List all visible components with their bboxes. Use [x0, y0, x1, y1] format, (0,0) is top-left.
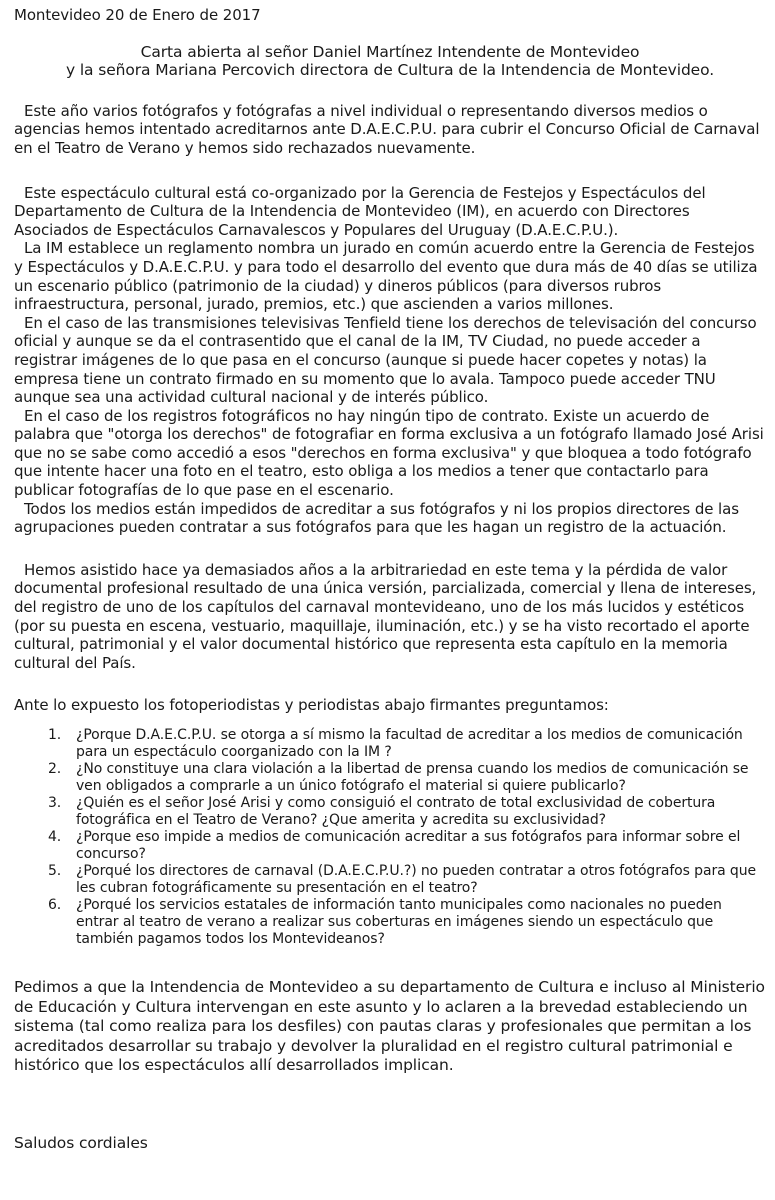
question-text: ¿Porqué los servicios estatales de información tanto municipales como nacionales no pueden entrar al teatro de verano a realizar sus coberturas en imágenes siendo un espectáculo que también pagamos todos los Montevideanos? — [76, 897, 722, 947]
paragraph-organization: Este espectáculo cultural está co-organizado por la Gerencia de Festejos y Espectáculos del Departamento de Cultura de la Intendencia de Montevideo (IM), en acuerdo con Directores Asociados de Espectáculos Carnavalescos y Populares del Uruguay (D.A.E.C.P.U.). — [14, 183, 706, 239]
question-text: ¿Porque D.A.E.C.P.U. se otorga a sí mismo la facultad de acreditar a los medios de comunicación para un espectáculo coorganizado con la IM ? — [76, 727, 743, 760]
paragraph-photography: En el caso de los registros fotográficos no hay ningún tipo de contrato. Existe un acuerdo de palabra que "otorga los derechos" de fotografiar en forma exclusiva a un fotógrafo llamado José Arisi que no se sabe como accedió a esos "derechos en forma exclusiva" y que bloquea a todo fotógrafo que intente hacer una foto en el teatro, esto obliga a los medios a tener que contactarlo para publicar fotografías de lo que pase en el escenario. — [14, 406, 764, 500]
list-number: 2. — [48, 761, 62, 777]
list-number: 5. — [48, 863, 62, 879]
letter-heading — [14, 43, 766, 80]
list-item — [14, 727, 766, 761]
letter-date: Montevideo 20 de Enero de 2017 — [14, 6, 261, 24]
list-item — [14, 829, 766, 863]
paragraph-regulation: La IM establece un reglamento nombra un jurado en común acuerdo entre la Gerencia de Festejos y Espectáculos y D.A.E.C.P.U. y para todo el desarrollo del evento que dura más de 40 días se utiliza un escenario público (patrimonio de la ciudad) y dineros públicos (para diversos rubros infraestructura, personal, jurado, premios, etc.) que ascienden a varios millones. — [14, 239, 758, 314]
question-text: ¿No constituye una clara violación a la libertad de prensa cuando los medios de comunicación se ven obligados a comprarle a un único fotógrafo el material si quiere publicarlo? — [76, 761, 749, 794]
letter-signoff: Saludos cordiales — [14, 1133, 148, 1152]
list-item — [14, 761, 766, 795]
list-item — [14, 897, 766, 948]
heading-line-1: Carta abierta al señor Daniel Martínez Intendente de Montevideo — [140, 42, 640, 61]
list-item — [14, 863, 766, 897]
list-number: 4. — [48, 829, 62, 845]
paragraph-history: Hemos asistido hace ya demasiados años a la arbitrariedad en este tema y la pérdida de valor documental profesional resultado de una única versión, parcializada, comercial y llena de intereses, del registro de uno de los capítulos del carnaval montevideano, uno de los más lucidos y estéticos (por su puesta en escena, vestuario, maquillaje, iluminación, etc.) y se ha visto recortado el aporte cultural, patrimonial y el valor documental histórico que representa esta capítulo en la memoria cultural del País. — [14, 560, 757, 672]
paragraph-accreditation: Este año varios fotógrafos y fotógrafas a nivel individual o representando diversos medios o agencias hemos intentado acreditarnos ante D.A.E.C.P.U. para cubrir el Concurso Oficial de Carnaval en el Teatro de Verano y hemos sido rechazados nuevamente. — [14, 101, 760, 157]
list-number: 3. — [48, 795, 62, 811]
question-text: ¿Porque eso impide a medios de comunicación acreditar a sus fotógrafos para informar sobre el concurso? — [76, 829, 741, 862]
paragraph-closing-request: Pedimos a que la Intendencia de Montevideo a su departamento de Cultura e incluso al Ministerio de Educación y Cultura intervengan en este asunto y lo aclaren a la brevedad estableciendo un sistema (tal como realiza para los desfiles) con pautas claras y profesionales que permitan a los acreditados desarrollar su trabajo y devolver la pluralidad en el registro cultural patrimonial e histórico que los espectáculos allí desarrollados implican. — [14, 978, 765, 1075]
paragraph-questions-intro: Ante lo expuesto los fotoperiodistas y periodistas abajo firmantes preguntamos: — [14, 696, 609, 715]
list-item — [14, 795, 766, 829]
list-number: 6. — [48, 897, 62, 913]
paragraph-television: En el caso de las transmisiones televisivas Tenfield tiene los derechos de televisación del concurso oficial y aunque se da el contrasentido que el canal de la IM, TV Ciudad, no puede acceder a registrar imágenes de lo que pasa en el concurso (aunque si puede hacer copetes y notas) la empresa tiene un contrato firmado en su momento que lo avala. Tampoco puede acceder TNU aunque sea una actividad cultural nacional y de interés público. — [14, 313, 757, 407]
questions-list — [14, 727, 766, 948]
letter-document — [14, 6, 766, 1154]
heading-line-2: y la señora Mariana Percovich directora de Cultura de la Intendencia de Montevideo. — [65, 61, 715, 80]
question-text: ¿Porqué los directores de carnaval (D.A.E.C.P.U.?) no pueden contratar a otros fotógrafos para que les cubran fotográficamente su presentación en el teatro? — [76, 863, 757, 896]
question-text: ¿Quién es el señor José Arisi y como consiguió el contrato de total exclusividad de cobertura fotográfica en el Teatro de Verano? ¿Que amerita y acredita su exclusividad? — [76, 795, 716, 828]
paragraph-media-restriction: Todos los medios están impedidos de acreditar a sus fotógrafos y ni los propios directores de las agrupaciones pueden contratar a sus fotógrafos para que les hagan un registro de la actuación. — [14, 499, 739, 537]
list-number: 1. — [48, 727, 62, 743]
